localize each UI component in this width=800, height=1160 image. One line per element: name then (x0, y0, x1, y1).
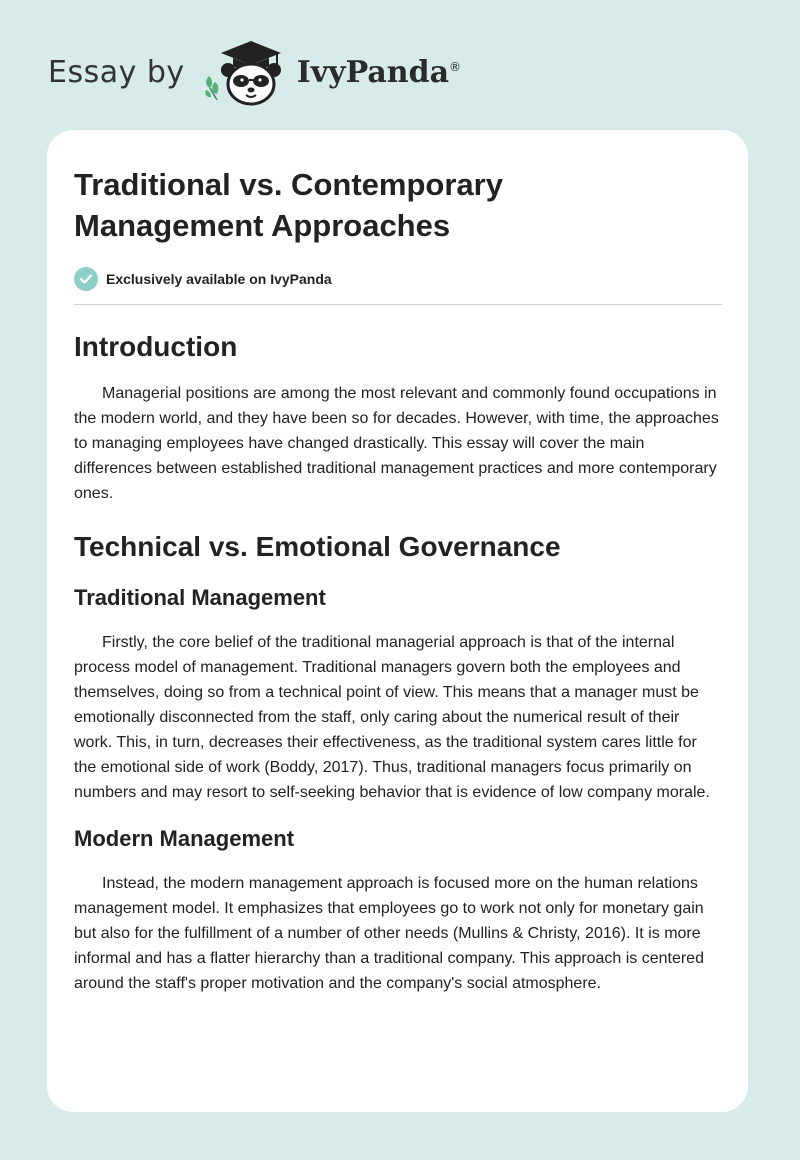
subheading-modern-management: Modern Management (74, 826, 295, 851)
essay-title-line-2: Management Approaches (74, 208, 451, 243)
essay-card (47, 130, 748, 1112)
exclusive-label: Exclusively available on IvyPanda (106, 271, 332, 287)
brand-name[interactable]: IvyPanda® (296, 54, 462, 90)
essay-by-label: Essay by (48, 54, 185, 90)
ivy-leaf-icon (205, 76, 218, 100)
exclusive-notice (74, 266, 722, 292)
traditional-management-paragraph: Firstly, the core belief of the traditional managerial approach is that of the internal process model of management. Traditional managers govern both the employees and themselves, doing so from a technical point of view. This means that a manager must be emotionally disconnected from the staff, only caring about the numerical result of their work. This, in turn, decreases their effectiveness, as the traditional system cares little for the emotional side of work (Boddy, 2017). Thus, traditional managers focus primarily on numbers and may resort to self-seeking behavior that is evidence of low company morale. (74, 634, 710, 801)
subheading-traditional-management: Traditional Management (74, 585, 326, 610)
essay-title (74, 164, 722, 246)
panda-logo-icon[interactable] (201, 36, 291, 108)
modern-management-paragraph: Instead, the modern management approach is focused more on the human relations management model. It emphasizes that employees go to work not only for monetary gain but also for the fulfillment of a number of other needs (Mullins & Christy, 2016). It is more informal and has a flatter hierarchy than a traditional company. This approach is centered around the staff's proper motivation and the company's social atmosphere. (74, 875, 704, 992)
divider (74, 304, 722, 305)
essay-title-line-1: Traditional vs. Contemporary (74, 167, 503, 202)
registered-mark: ® (449, 59, 462, 74)
section-heading-governance: Technical vs. Emotional Governance (74, 531, 561, 562)
site-header (48, 36, 468, 108)
section-heading-introduction: Introduction (74, 331, 238, 362)
introduction-paragraph: Managerial positions are among the most relevant and commonly found occupations in the modern world, and they have been so for decades. However, with time, the approaches to managing employees have changed drastically. This essay will cover the main differences between established traditional management practices and more contemporary ones. (74, 385, 719, 502)
check-circle-icon (74, 267, 98, 291)
